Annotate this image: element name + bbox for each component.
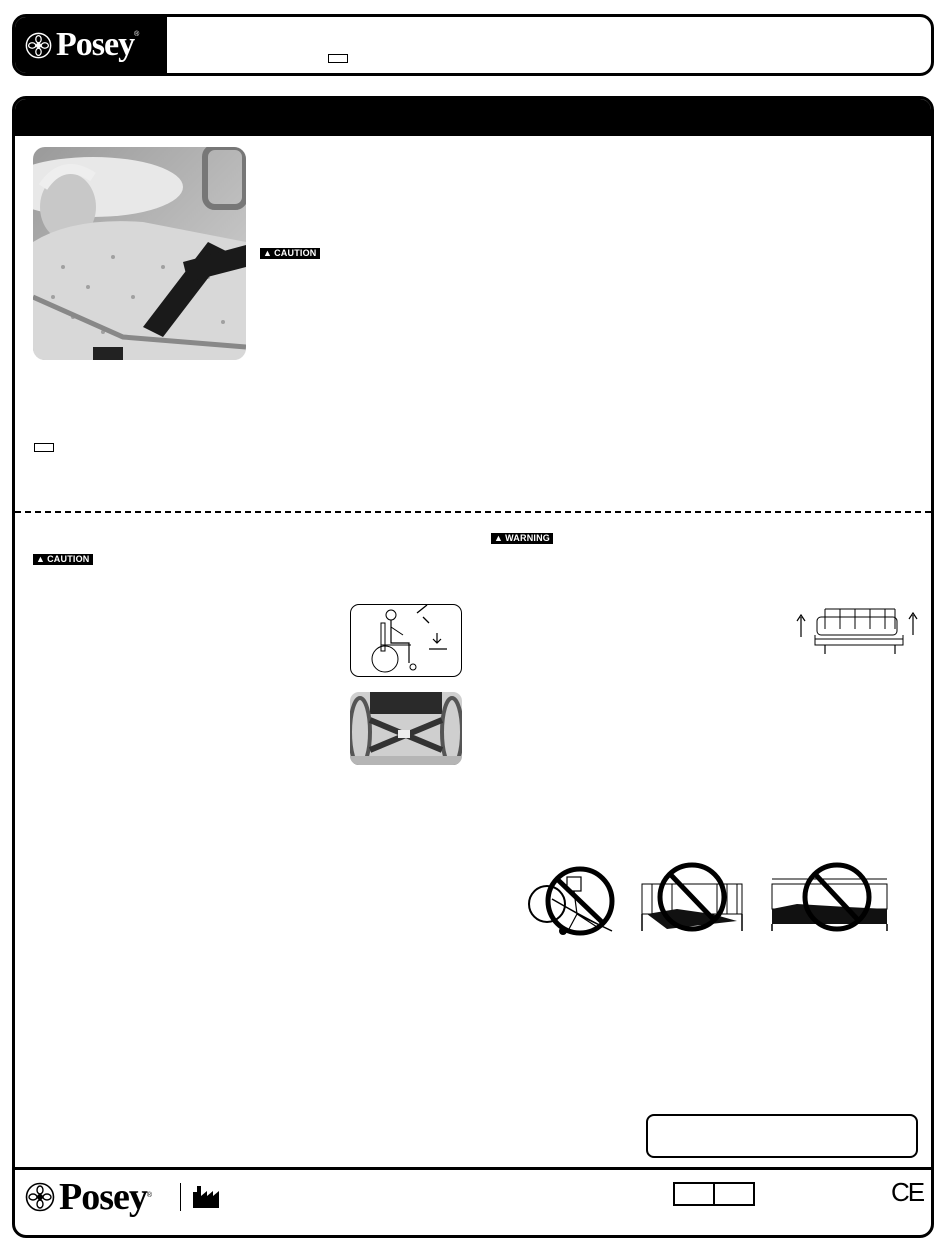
header-checkbox (328, 54, 348, 63)
warning-triangle-icon: ▲ (263, 248, 273, 258)
bed-siderail-figure (795, 599, 920, 659)
manufacturer-factory-icon (193, 1186, 219, 1208)
footer-divider (180, 1183, 181, 1211)
footer-registered-mark: ® (146, 1192, 153, 1199)
warning-triangle-icon: ▲ (494, 533, 504, 543)
wheelchair-photo (350, 692, 462, 765)
main-box (12, 96, 934, 1238)
footer-logo (25, 1178, 152, 1216)
warning-triangle-icon: ▲ (36, 554, 46, 564)
prohibited-wheelchair-figure (527, 859, 622, 939)
header-box (12, 14, 934, 76)
ce-mark: CE (891, 1177, 924, 1207)
wheelchair-posture-figure (350, 604, 462, 677)
reference-box-right (715, 1184, 753, 1204)
size-checkbox (34, 443, 54, 452)
cut-line (15, 511, 931, 513)
posey-emblem-icon (25, 1182, 55, 1212)
caution-badge: ▲ CAUTION (260, 248, 320, 259)
footer-brand-name: Posey (59, 1176, 147, 1218)
reference-box (673, 1182, 755, 1206)
brand-name: Posey (56, 26, 135, 63)
registered-mark: ® (134, 31, 140, 38)
prohibited-crib-figure (637, 859, 752, 939)
product-photo (33, 147, 246, 360)
caution-badge-2: ▲ CAUTION (33, 554, 93, 565)
reference-box-left (675, 1184, 715, 1204)
warning-badge: ▲ WARNING (491, 533, 553, 544)
prohibited-bed-figure (767, 859, 892, 939)
title-bar (15, 99, 931, 136)
footer-rule (15, 1167, 931, 1170)
header-logo (15, 17, 167, 73)
notice-box (646, 1114, 918, 1158)
posey-emblem-icon (25, 32, 52, 59)
